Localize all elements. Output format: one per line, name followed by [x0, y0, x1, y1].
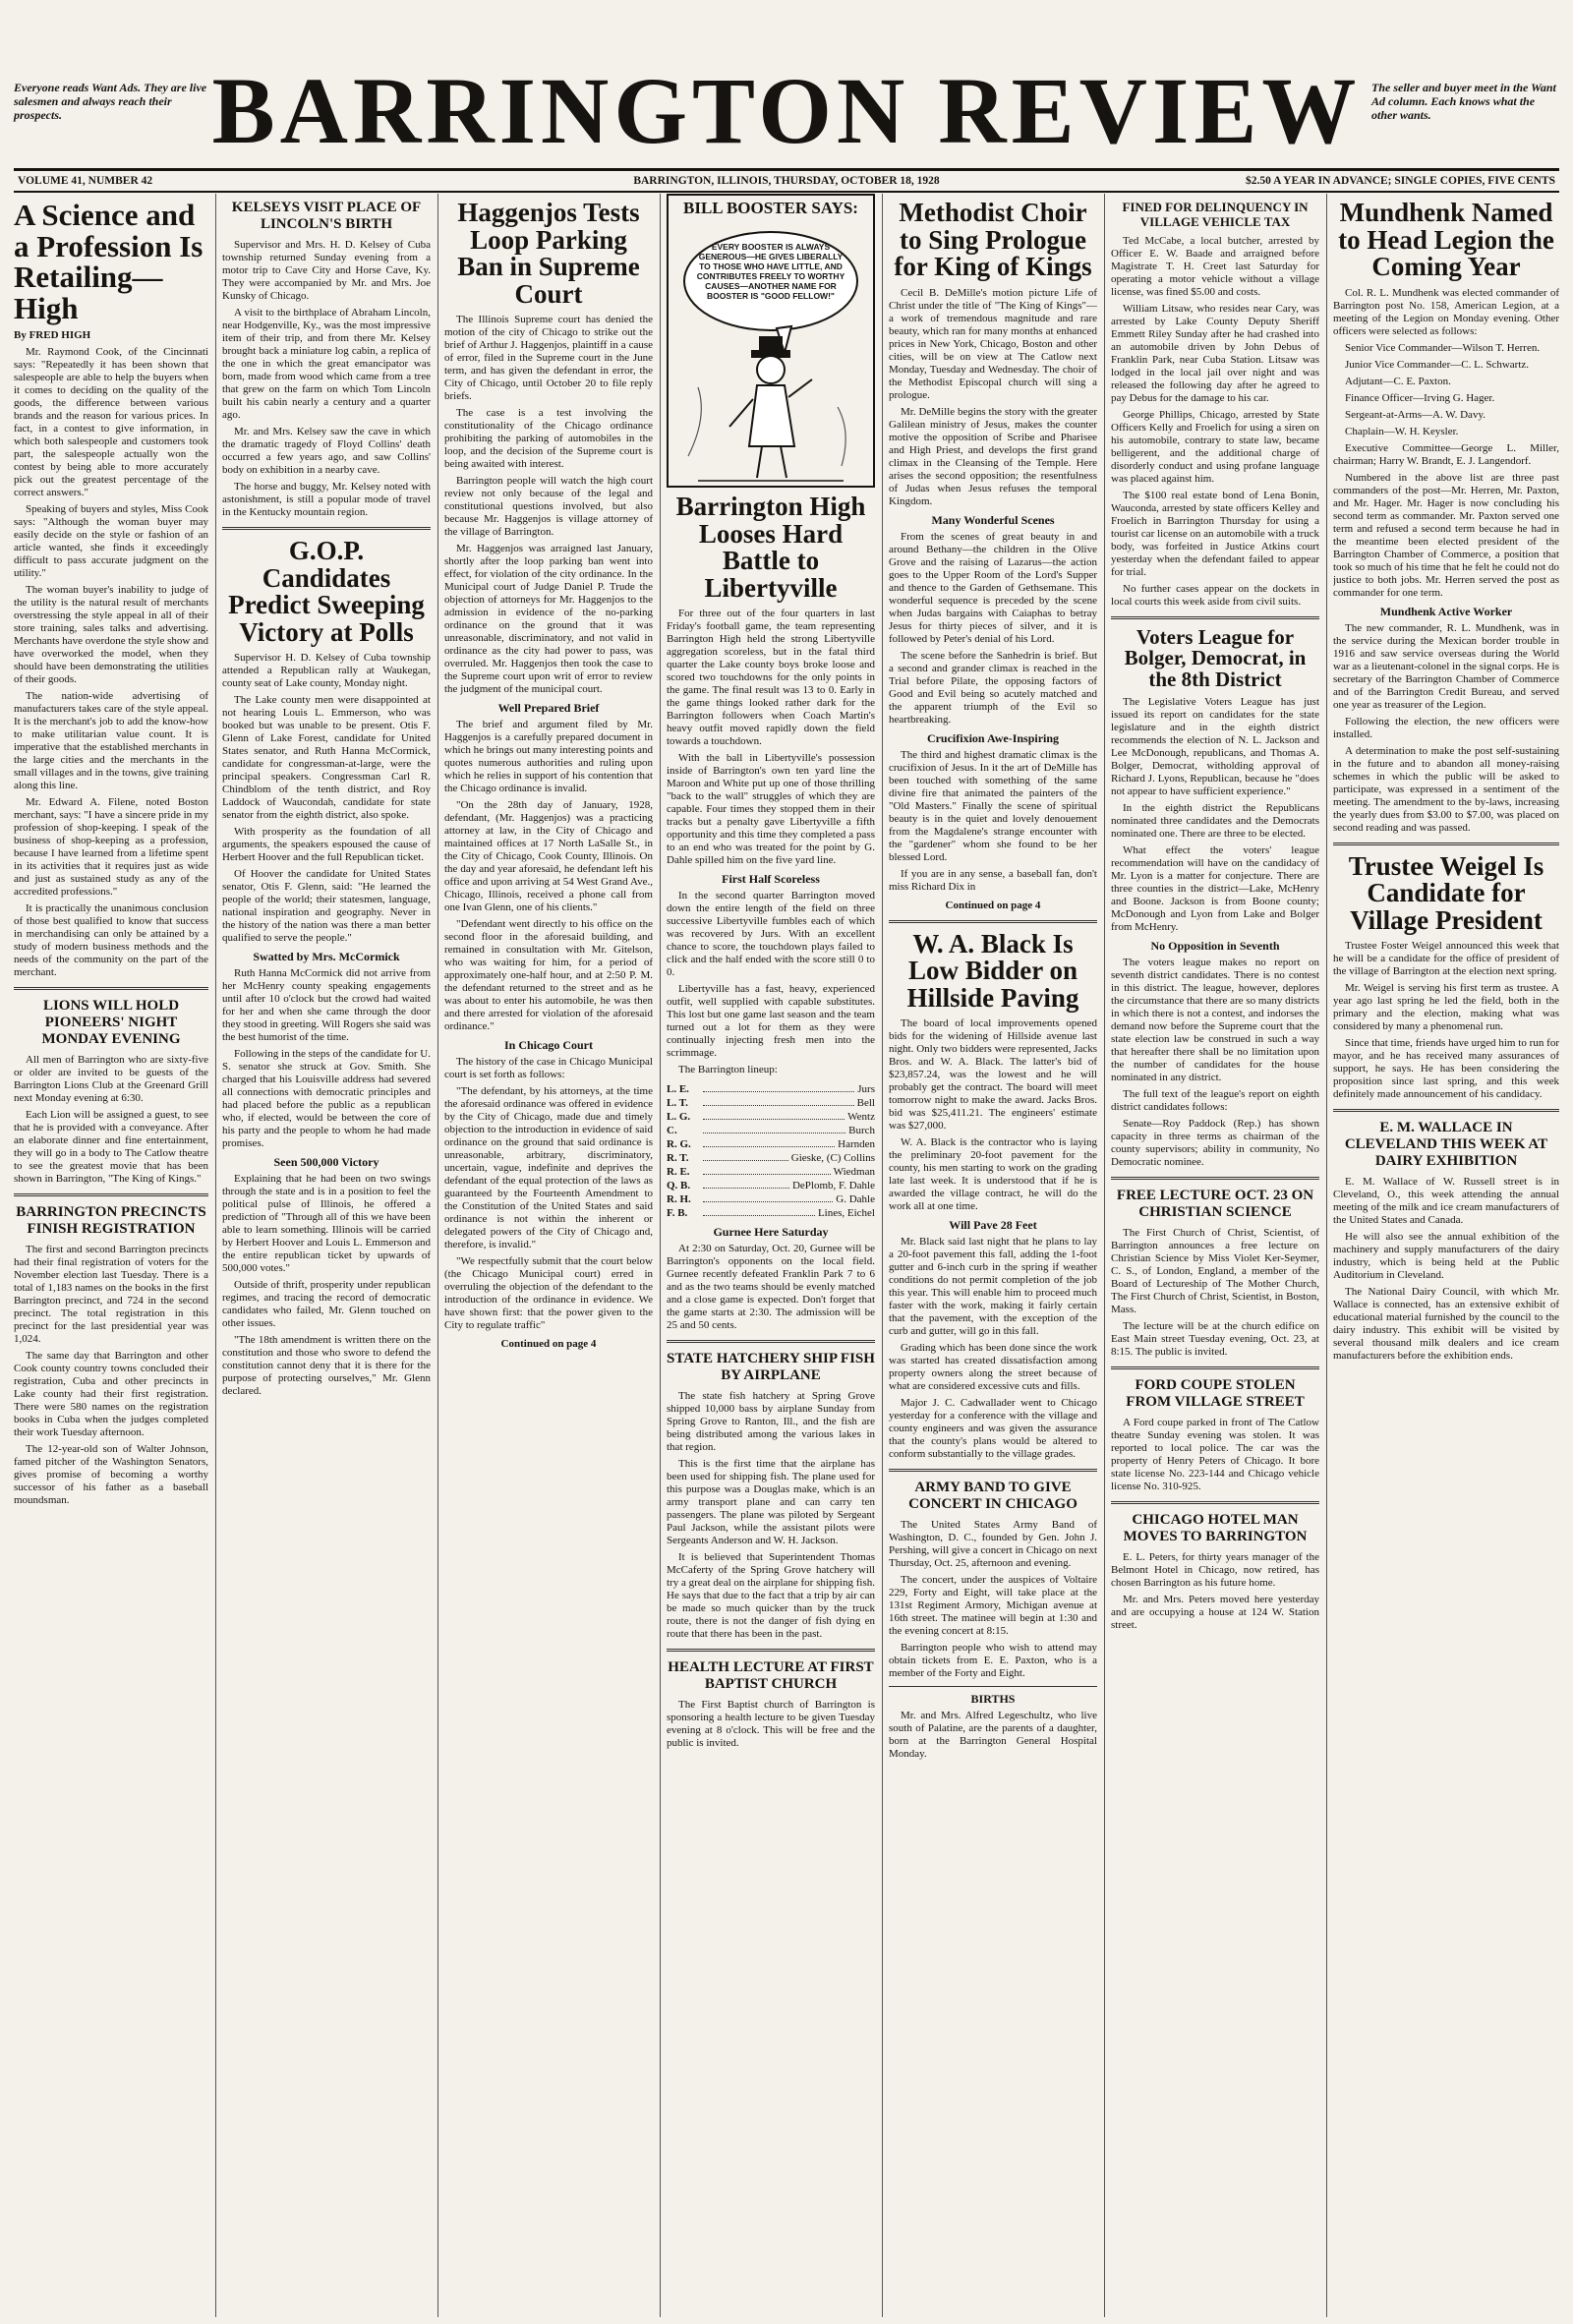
ear-left: Everyone reads Want Ads. They are live salesmen and always reach their prospects.	[14, 81, 207, 122]
headline-health: HEALTH LECTURE AT FIRST BAPTIST CHURCH	[668, 1659, 874, 1693]
article-paragraph: Senior Vice Commander—Wilson T. Herren.	[1345, 341, 1541, 354]
article-paragraph: The same day that Barrington and other Cook county country towns concluded their registration, Cuba and other precincts in Lake county had their first registration. There were 580 names on the registration books in Cuba when the judges completed their work Tuesday afternoon.	[14, 1350, 208, 1439]
article-paragraph: E. L. Peters, for thirty years manager of the Belmont Hotel in Chicago, now retired, has chosen Barrington as his future home.	[1111, 1551, 1319, 1590]
article-paragraph: Following in the steps of the candidate for U. S. senator she struck at Gov. Smith. She charged that his Louisville address had severed all connections with democratic principles and had placed before the public as a republican who, if elected, would be between the core of his party and the people to whom he had made promises.	[222, 1048, 431, 1150]
article-paragraph: In the eighth district the Republicans nominated three candidates and the Democrats nominated one. There are three to be elected.	[1111, 802, 1319, 841]
leader-dots	[703, 1151, 788, 1161]
headline-methodist-choir: Methodist Choir to Sing Prologue for King of Kings	[894, 198, 1092, 282]
article-paragraph: The history of the case in Chicago Municipal court is set forth as follows:	[444, 1056, 653, 1081]
column-4	[667, 194, 875, 2317]
lineup-position: C.	[667, 1125, 677, 1137]
article-paragraph: Outside of thrift, prosperity under republican regimes, and tracing the record of democratic candidates who failed, Mr. Glenn touched on other issues.	[222, 1279, 431, 1330]
lineup-row	[667, 1096, 875, 1110]
article-paragraph: Executive Committee—George L. Miller, chairman; Harry W. Brandt, E. J. Langendorf.	[1333, 441, 1559, 467]
lineup-position: L. E.	[667, 1083, 689, 1096]
article-paragraph: It is believed that Superintendent Thomas McCaferty of the Spring Grove hatchery will try a great deal on the airplane for shipping fish. He says that due to the fact that a trip by air can be made so much quicker than by the truck route, there is not the danger of fish dying en route that there has been in the past.	[667, 1551, 875, 1641]
place-date: BARRINGTON, ILLINOIS, THURSDAY, OCTOBER 18, 1928	[633, 175, 940, 187]
article-paragraph: The case is a test involving the constitutionality of the Chicago ordinance prohibiting the parking of automobiles in the loop, and the decision of the Supreme court is being awaited with interest.	[444, 407, 653, 471]
subhead: Crucifixion Awe-Inspiring	[926, 730, 1060, 745]
article-paragraph: Since that time, friends have urged him to run for mayor, and he has received many assurances of support, he says. He has been considering the proposition since last spring, and this week definitely made announcement of his candidacy.	[1333, 1037, 1559, 1101]
leader-dots	[703, 1124, 845, 1133]
lineup-player: Wiedman	[833, 1166, 875, 1179]
article-paragraph: W. A. Black is the contractor who is laying the preliminary 20-foot pavement for the county, his men starting to work on the grading late last week. It is understood that if he is awarded the village contract, he will do the work all at one time.	[889, 1136, 1097, 1213]
article-paragraph: This is the first time that the airplane has been used for shipping fish. The plane used for this purpose was a Douglas make, which is an army transport plane and can carry ten passengers. The plane was piloted by Sergeant Paul Jackson, while the assistant pilots were Sergeants Anderson and W. H. Jackson.	[667, 1458, 875, 1547]
article-paragraph: The concert, under the auspices of Voltaire 229, Forty and Eight, will take place at the 131st Regiment Armory, Michigan avenue at 16th street. The matinee will begin at 1:30 and the evening concert at 8:15.	[889, 1574, 1097, 1638]
article-paragraph: Ruth Hanna McCormick did not arrive from her McHenry county speaking engagements until after 10 o'clock but the crowd had waited for her and when she came through the door they stood in greeting. Will Rogers she said was the best humorist of the time.	[222, 967, 431, 1044]
subhead: Mundhenk Active Worker	[1379, 604, 1513, 618]
article-paragraph: Mr. and Mrs. Peters moved here yesterday and are occupying a house at 124 W. Station street.	[1111, 1594, 1319, 1632]
column-3	[444, 194, 653, 2317]
article-paragraph: The nation-wide advertising of manufacturers takes care of the style appeal. It is the merchant's job to add the know-how to make utilitarian value count. It is imperative that the established merchants in the large cities and the merchants in the small villages and in the towns, give training along this line.	[14, 690, 208, 792]
subhead: Swatted by Mrs. McCormick	[253, 950, 400, 964]
lineup-row	[667, 1124, 875, 1137]
column-5	[889, 194, 1097, 2317]
article-paragraph: The brief and argument filed by Mr. Haggenjos is a carefully prepared document in which he brings out many interesting points and quotes numerous authorities and ruling upon which he relies in support of his contention that the Chicago ordinance is invalid.	[444, 719, 653, 795]
headline-gop: G.O.P. Candidates Predict Sweeping Victory at Polls	[228, 536, 425, 647]
article-paragraph: Cecil B. DeMille's motion picture Life of Christ under the title of "The King of Kings"—a work of tremendous magnitude and rare beauty, which ran for many months at enhanced prices in New York, Chicago, Boston and other cities, will be on view at The Catlow next Monday, Tuesday and Wednesday. The choir of the Methodist Episcopal church will sing a prologue.	[889, 286, 1097, 401]
headline-haggenjos: Haggenjos Tests Loop Parking Ban in Supreme Court	[457, 198, 640, 309]
article-paragraph: "The 18th amendment is written there on the constitution and those who swore to defend the constitution cannot deny that it is there for the purpose of protecting ourselves," Mr. Glenn declared.	[222, 1334, 431, 1398]
divider	[889, 1686, 1097, 1687]
article-paragraph: Sergeant-at-Arms—A. W. Davy.	[1345, 408, 1486, 421]
article-paragraph: The woman buyer's inability to judge of the utility is the natural result of merchants overstressing the style appeal in all of their store training, sales talks and advertising. Merchants have overdone the style show and have overworked the model, when they should have been demonstrating the utilities of their goods.	[14, 584, 208, 686]
article-paragraph: Each Lion will be assigned a guest, to see that he is provided with a conveyance. After an elaborate dinner and fine entertainment, they will go in a body to The Catlow theatre to see the greatest movie that has been shown in Barrington, "The King of Kings."	[14, 1109, 208, 1186]
article-paragraph: It is practically the unanimous conclusion of those best qualified to know that success in merchandising can only be attained by a study of modern business methods and the needs of the community on the part of the merchant.	[14, 902, 208, 979]
divider	[14, 1193, 208, 1196]
article-paragraph: Mr. Black said last night that he plans to lay a 20-foot pavement this fall, adding the 1-foot gutter and 6-inch curb in the spring if weather conditions do not permit completion of the job this year. This will enable him to proceed much faster with the work, making it fairly certain that the pavement, with the exception of the curb and gutter, will go in this fall.	[889, 1236, 1097, 1338]
column-rule	[882, 194, 883, 2317]
divider	[1333, 842, 1559, 845]
article-paragraph: For three out of the four quarters in last Friday's football game, the team representing Barrington High held the strong Libertyville aggregation scoreless, but in the fatal third quarter the Lake county boys broke loose and scored two touchdowns for the only points in the game. The final result was 13 to 0. Early in the game things looked rather dark for the Barrington followers when Coach Martin's heavy outfit moved rapidly down the field towards a touchdown.	[667, 608, 875, 748]
article-paragraph: Mr. Raymond Cook, of the Cincinnati says: "Repeatedly it has been shown that salespeople are able to help the buyers when it comes to deciding on the quality of the goods, the difference between various brands and the reason for various prices. In fact, in a contest to give information, in which both salespeople and customers took part, the salespeople actually won the contest by being able to more accurately pick out the greatest percentage of the correct answers."	[14, 346, 208, 499]
lineup-position: R. G.	[667, 1138, 691, 1151]
bill-booster-cartoon	[669, 220, 873, 486]
lineup-row	[667, 1137, 875, 1151]
subhead: No Opposition in Seventh	[1150, 939, 1280, 954]
article-paragraph: William Litsaw, who resides near Cary, was arrested by Lake County Deputy Sheriff Emmett Riley Sunday after he had crashed into an automobile driven by John Debus of Franklin Park, near Cuba Station. Litsaw was lodged in the local jail over night and was released the following day after he agreed to pay Debus for the damage to his car.	[1111, 303, 1319, 404]
article-paragraph: Chaplain—W. H. Keysler.	[1345, 425, 1459, 437]
lineup-row	[667, 1110, 875, 1124]
leader-dots	[703, 1179, 789, 1189]
article-paragraph: "We respectfully submit that the court below (the Chicago Municipal court) erred in overruling the objection of the defendant to the introduction of the ordinance in evidence. We have shown first: that the power given to the City to regulate traffic"	[444, 1255, 653, 1332]
article-paragraph: A visit to the birthplace of Abraham Lincoln, near Hodgenville, Ky., was the most impressive item of their trip, and from there Mr. Kelsey brought back a miniature log cabin, a replica of the one in which the great emancipator was born, made from wood which came from a tree that grew on the farm on which Tom Lincoln built his cabin nearly a century and a quarter ago.	[222, 307, 431, 421]
lineup-row	[667, 1179, 875, 1192]
divider	[1333, 1109, 1559, 1112]
article-paragraph: The First Church of Christ, Scientist, of Barrington announces a free lecture on Christian Science by Miss Violet Ker-Seymer, C. S., of London, England, a member of the Board of Lectureship of The Mother Church, The First Church of Christ, Scientist, in Boston, Mass.	[1111, 1227, 1319, 1316]
article-paragraph: Finance Officer—Irving G. Hager.	[1345, 391, 1495, 404]
subhead: Will Pave 28 Feet	[949, 1218, 1037, 1233]
article-paragraph: The first and second Barrington precincts had their final registration of voters for the November election last Tuesday. There is a total of 1,183 names on the books in the first Barrington precinct, and 724 in the second precinct. The total registration in this precinct for the last presidential year was 1,024.	[14, 1244, 208, 1346]
article-paragraph: Major J. C. Cadwallader went to Chicago yesterday for a conference with the village and county engineers and was given the assurance that the county's plans would be altered to conform substantially to the village grades.	[889, 1397, 1097, 1461]
headline-ford-coupe: FORD COUPE STOLEN FROM VILLAGE STREET	[1126, 1377, 1305, 1411]
article-paragraph: The lecture will be at the church edifice on East Main street Tuesday evening, Oct. 23, at 8:15. The public is invited.	[1111, 1320, 1319, 1359]
article-paragraph: He will also see the annual exhibition of the machinery and supply manufacturers of the dairy industry, which is being held at the Public Auditorium in Cleveland.	[1333, 1231, 1559, 1282]
article-paragraph: Senate—Roy Paddock (Rep.) has shown capacity in three terms as chairman of the county supervisors; ability in community, No Democratic nominee.	[1111, 1118, 1319, 1169]
divider	[889, 1469, 1097, 1472]
headline-lions: LIONS WILL HOLD PIONEERS' NIGHT MONDAY EVENING	[41, 998, 181, 1048]
column-2	[222, 194, 431, 2317]
lineup-position: R. H.	[667, 1193, 691, 1206]
divider	[1111, 616, 1319, 619]
column-rule	[660, 194, 661, 2317]
article-paragraph: Mr. and Mrs. Kelsey saw the cave in which the dramatic tragedy of Floyd Collins' death occurred a few years ago, and saw Collins' body on exhibition in a nearby cave.	[222, 426, 431, 476]
lineup-row	[667, 1082, 875, 1096]
article-paragraph: Barrington people will watch the high court review not only because of the legal and constitutional questions involved, but also because Mr. Haggenjos is village attorney of the village of Barrington.	[444, 475, 653, 539]
headline-wallace: E. M. WALLACE IN CLEVELAND THIS WEEK AT DAIRY EXHIBITION	[1344, 1120, 1548, 1170]
article-paragraph: The new commander, R. L. Mundhenk, was in the service during the Mexican border trouble in 1916 and saw service overseas during the World war as a lieutenant-colonel in the signal corps. He is secretary of the Barrington Chamber of Commerce and of the Barrington Credit Bureau, and served one year as treasurer of the Legion.	[1333, 621, 1559, 711]
article-paragraph: The First Baptist church of Barrington is sponsoring a health lecture to be given Tuesday evening at 8 o'clock. This will be free and the public is invited.	[667, 1699, 875, 1750]
article-paragraph: With the ball in Libertyville's possession inside of Barrington's own ten yard line the Maroon and White put up one of those thrilling "back to the wall" struggles of which they are capable. Four times they stopped them in their tracks but a penalty gave Libertyville a fifth opportunity and this time they completed a pass to an end who was treated for the point by G. Dahle spilled him on the five yard line.	[667, 752, 875, 867]
lineup-row	[667, 1206, 875, 1220]
continued-note: Continued on page 4	[945, 899, 1041, 911]
leader-dots	[703, 1192, 833, 1202]
article-paragraph: "The defendant, by his attorneys, at the time the aforesaid ordinance was offered in evidence by the City of Chicago, made due and timely objection to the introduction in evidence of said ordinance on the ground that said ordinance is unreasonable, arbitrary, discriminatory, uncertain, vague, indefinite and deprives the defendant of the equal protection of the laws as guaranteed by the Fourteenth Amendment to the Constitution of the United States and said ordinance is not within the inherent or delegated powers of the City of Chicago and, therefore, is invalid."	[444, 1085, 653, 1251]
headline-army-band: ARMY BAND TO GIVE CONCERT IN CHICAGO	[908, 1480, 1078, 1513]
booster-heading: BILL BOOSTER SAYS:	[683, 199, 858, 217]
article-paragraph: Ted McCabe, a local butcher, arrested by Officer E. W. Baade and arraigned before Magistrate T. H. Creet last Saturday for operating a motor vehicle without a village license, was fined $5.00 and costs.	[1111, 235, 1319, 298]
article-paragraph: The Legislative Voters League has just issued its report on candidates for the state legislature and in the eighth district recommends the election of N. L. Jackson and Lee McDonough, republicans, and Thomas A. Bolger, Democrat, witholding approval of Richard J. Lyons, Republican, because he "does not appear to have sufficient experience."	[1111, 696, 1319, 798]
lineup-position: R. E.	[667, 1166, 690, 1179]
ear-right: The seller and buyer meet in the Want Ad column. Each knows what the other wants.	[1371, 81, 1556, 122]
byline: By FRED HIGH	[14, 329, 91, 342]
article-paragraph: Mr. Weigel is serving his first term as trustee. A year ago last spring he led the field, both in the primary and the election, making what was considered by many a phenomenal run.	[1333, 982, 1559, 1033]
article-paragraph: Of Hoover the candidate for United States senator, Otis F. Glenn, said: "He learned the people of the world; their statesmen, language, national inspiration and geography. Never in the history of the nation was there a man better qualified to serve the people."	[222, 868, 431, 945]
article-paragraph: All men of Barrington who are sixty-five or older are invited to be guests of the Barrington Lions Club at the Greenard Grill next Monday evening at 6:30.	[14, 1054, 208, 1105]
speech-bubble-text: EVERY BOOSTER IS ALWAYS GENEROUS—HE GIVES LIBERALLY TO THOSE WHO HAVE LITTLE, AND CONTRIBUTES FREELY TO WORTHY CAUSES—ANOTHER NAME FOR BOOSTER IS "GOOD FELLOW!"	[696, 242, 845, 301]
article-paragraph: The board of local improvements opened bids for the widening of Hillside avenue last night. Only two bidders were represented, Jacks Bros. and W. A. Black. The latter's bid of $23,857.24, was the lowest and he will probably get the contract. The board will meet tomorrow night to make the award. Jacks Bros. bid was $25,411.21. The engineers' estimate was $27,000.	[889, 1017, 1097, 1133]
article-paragraph: Speaking of buyers and styles, Miss Cook says: "Although the woman buyer may easily decide on the style or fashion of an article wanted, she finds it exceedingly difficult to pass accurate judgment on the utility."	[14, 503, 208, 580]
column-rule	[1326, 194, 1327, 2317]
leader-dots	[703, 1165, 831, 1175]
article-paragraph: The voters league makes no report on seventh district candidates. There is no contest in this district. The league, however, deplores the circumstance that there are so many districts in which there is not a contest, and indorses the demand now before the Supreme court that the state election law be construed in such a way that hereafter there shall be no limitation upon the number of candidates for the house nominated in any district.	[1111, 957, 1319, 1084]
article-paragraph: Numbered in the above list are three past commanders of the post—Mr. Herren, Mr. Paxton, and Mr. Hager. Mr. Hager is now concluding his second term as commander. Mr. Paxton served one term and refused a second term because he had in the meantime been elected president of the Barrington Chamber of Commerce, a position that took so much of his time that he felt he could not do justice to both jobs. Mr. Herren served the post as commander for one term.	[1333, 471, 1559, 599]
lineup-position: L. G.	[667, 1111, 691, 1124]
lineup-player: Wentz	[847, 1111, 875, 1124]
article-paragraph: A determination to make the post self-sustaining in the future and to abandon all money-raising schemes in which the public will be asked to participate, was expressed in a sentiment of the meeting. The amendment to the by-laws, increasing the yearly dues from $3.00 to $7.00, was placed on second reading and was passed.	[1333, 744, 1559, 834]
article-paragraph: Mr. DeMille begins the story with the greater Galilean ministry of Jesus, makes the counter motive the opposition of Scribe and Pharisee and High Priest, and develops the first grand climax in the Cleansing of the Temple. Here arises the second opposition; the resentfulness of Judas when Jesus refuses the temporal Kingdom.	[889, 405, 1097, 507]
divider	[1111, 1366, 1319, 1369]
leader-dots	[703, 1096, 854, 1106]
column-6	[1111, 194, 1319, 2317]
article-paragraph: E. M. Wallace of W. Russell street is in Cleveland, O., this week attending the annual meeting of the milk and ice cream manufacturers of the United States and Canada.	[1333, 1176, 1559, 1227]
leader-dots	[703, 1110, 845, 1120]
divider	[222, 527, 431, 530]
headline-precincts: BARRINGTON PRECINCTS FINISH REGISTRATION	[16, 1204, 206, 1238]
lineup-player: Burch	[848, 1125, 875, 1137]
leader-dots	[703, 1137, 835, 1147]
article-paragraph: Junior Vice Commander—C. L. Schwartz.	[1345, 358, 1530, 371]
article-paragraph: "Defendant went directly to his office on the second floor in the aforesaid building, and remained in consultation with Mr. Gitelson, who was waiting for him, for a period of approximately one-half hour, and at 2:50 P. M. the defendant returned to the street and as he was about to enter his automobile, he was then and there arrested for violation of the aforesaid ordinance."	[444, 918, 653, 1033]
lineup-position: Q. B.	[667, 1180, 691, 1192]
article-paragraph: The 12-year-old son of Walter Johnson, famed pitcher of the Washington Senators, gives promise of becoming a worthy successor of his father as a baseball moundsman.	[14, 1443, 208, 1507]
lineup-player: Gieske, (C) Collins	[790, 1152, 875, 1165]
article-paragraph: What effect the voters' league recommendation will have on the candidacy of Mr. Lyon is a matter for conjecture. There are three counties in the district—Lake, McHenry and Boone. Jackson is from Boone county; McDonough and Lyon from Lake and Bolger from McHenry.	[1111, 844, 1319, 934]
article-paragraph: The state fish hatchery at Spring Grove shipped 10,000 bass by airplane Sunday from Spring Grove to Ranton, Ill., and the fish are being distributed among the various lakes in that region.	[667, 1390, 875, 1454]
subhead: Well Prepared Brief	[497, 701, 600, 716]
lineup-position: R. T.	[667, 1152, 689, 1165]
column-7	[1333, 194, 1559, 2317]
subhead: First Half Scoreless	[722, 872, 820, 887]
subhead: Gurnee Here Saturday	[713, 1225, 829, 1240]
column-rule	[437, 194, 438, 2317]
headline-weigel: Trustee Weigel Is Candidate for Village President	[1348, 850, 1544, 935]
article-paragraph: Following the election, the new officers were installed.	[1333, 715, 1559, 740]
lineup-player: G. Dahle	[836, 1193, 875, 1206]
lineup-row	[667, 1151, 875, 1165]
article-paragraph: "On the 28th day of January, 1928, defendant, (Mr. Haggenjos) was a practicing attorney at law, in the City of Chicago and maintained offices at 17 North LaSalle St., in the City of Chicago, Cook County, Illinois. On the day and year aforesaid, he defendant left his office and upon arriving at 54 West Grand Ave., Chicago, Illinois, received a phone call from one Ivan Glenn, one of his clients."	[444, 799, 653, 914]
masthead: BARRINGTON REVIEW	[211, 58, 1362, 163]
article-paragraph: Grading which has been done since the work was started has created dissatisfaction among property owners along the street because of what are considered excessive cuts and fills.	[889, 1342, 1097, 1393]
divider	[889, 920, 1097, 923]
article-paragraph: Supervisor H. D. Kelsey of Cuba township attended a Republican rally at Waukegan, county seat of Lake county, Monday night.	[222, 652, 431, 690]
lineup-position: F. B.	[667, 1207, 688, 1220]
article-paragraph: Explaining that he had been on two swings through the state and is in a position to feel the political pulse of Illinois, he offered a prediction of "Through all of this we have been able to learn something. Illinois will be carried by Herbert Hoover and Louis L. Emmerson and the entire republican ticket by upwards of 500,000 votes."	[222, 1173, 431, 1275]
leader-dots	[703, 1206, 815, 1216]
divider	[1111, 1177, 1319, 1180]
article-paragraph: If you are in any sense, a baseball fan, don't miss Richard Dix in	[889, 867, 1097, 893]
column-rule	[215, 194, 216, 2317]
article-paragraph: A Ford coupe parked in front of The Catlow theatre Sunday evening was stolen. It was reported to local police. The car was the property of Henry Peters of Chicago. It bore state license No. 223-144 and Chicago vehicle license No. 310-925.	[1111, 1417, 1319, 1493]
bill-booster-box	[667, 194, 875, 488]
lineup-player: Jurs	[857, 1083, 875, 1096]
article-paragraph: Mr. and Mrs. Alfred Legeschultz, who live south of Palatine, are the parents of a daughter, born at the Barrington General Hospital Monday.	[889, 1710, 1097, 1761]
article-paragraph: At 2:30 on Saturday, Oct. 20, Gurnee will be Barrington's opponents on the local field. Gurnee recently defeated Franklin Park 7 to 6 and as the two teams should be evenly matched and a close game is expected. Don't forget that the game starts at 2:30. The admission will be 25 and 50 cents.	[667, 1243, 875, 1332]
article-paragraph: The Lake county men were disappointed at not hearing Louis L. Emmerson, who was booked but was unable to be present. Otis F. Glenn of Lake Forest, candidate for United States senator, and Ruth Hanna McCormick, candidate for congressman-at-large, were the principal speakers. Congressman Carl R. Chindblom of the tenth district, and Roy Laddock of Waucondah, candidate for state senator from the eighth district, also spoke.	[222, 694, 431, 822]
dateline	[14, 168, 1559, 193]
headline-hatchery: STATE HATCHERY SHIP FISH BY AIRPLANE	[667, 1351, 875, 1384]
article-paragraph: The third and highest dramatic climax is the crucifixion of Jesus. In it the art of DeMille has been touched with something of the same divine fire that animated the painters of the "Old Masters." Finally the scene of spiritual beauty is in the quiet and lovely denouement from the Magdalene's strange encounter with the "gardener" whom she found to be her blessed Lord.	[889, 748, 1097, 863]
leader-dots	[703, 1082, 854, 1092]
lineup-row	[667, 1192, 875, 1206]
article-paragraph: George Phillips, Chicago, arrested by State Officers Kelly and Froelich for using a siren on his automobile, contrary to state law, became belligerent, and the additional charge of disorderly conduct and using profane language was placed against him.	[1111, 409, 1319, 485]
headline-voters-league: Voters League for Bolger, Democrat, in the 8th District	[1124, 625, 1307, 691]
article-paragraph: The Illinois Supreme court has denied the motion of the city of Chicago to strike out the brief of Arthur J. Haggenjos, plaintiff in a cause of error, filed in the Supreme court in the June term, and has given the defendant in error, the City of Chicago, until October 20 to file reply briefs.	[444, 314, 653, 403]
article-paragraph: The National Dairy Council, with which Mr. Wallace is connected, has an extensive exhibit of educational material furnished by the council to the dairy industry. This exhibit will be visited by several thousand milk dealers and ice cream manufacturers before the exhibition ends.	[1333, 1286, 1559, 1363]
headline-black-paving: W. A. Black Is Low Bidder on Hillside Paving	[906, 928, 1079, 1013]
subhead: Many Wonderful Scenes	[931, 512, 1055, 527]
article-paragraph: Libertyville has a fast, heavy, experienced outfit, well supplied with capable substitutes. This lost but one game last season and the team turned out a lot for them as they were continually injecting fresh men into the scrimmage.	[667, 983, 875, 1060]
headline-fined: FINED FOR DELINQUENCY IN VILLAGE VEHICLE TAX	[1122, 200, 1309, 229]
article-paragraph: With prosperity as the foundation of all arguments, the speakers espoused the cause of Herbert Hoover and the full Republican ticket.	[222, 826, 431, 864]
lineup-player: Lines, Eichel	[817, 1207, 875, 1220]
article-paragraph: The horse and buggy, Mr. Kelsey noted with astonishment, is still a popular mode of travel in the Kentucky mountain region.	[222, 481, 431, 518]
divider	[667, 1649, 875, 1652]
headline-christian-science: FREE LECTURE OCT. 23 ON CHRISTIAN SCIENCE	[1116, 1188, 1314, 1221]
article-paragraph: The full text of the league's report on eighth district candidates follows:	[1111, 1088, 1319, 1114]
subhead: Seen 500,000 Victory	[273, 1155, 379, 1170]
article-paragraph: Supervisor and Mrs. H. D. Kelsey of Cuba township returned Sunday evening from a motor trip to Cave City and Horse Cave, Ky. They were accompanied by Mr. and Mrs. Joe Kunsky of Chicago.	[222, 239, 431, 302]
lineup-row	[667, 1165, 875, 1179]
lineup-player: Harnden	[838, 1138, 875, 1151]
subhead-births: BIRTHS	[970, 1692, 1016, 1707]
headline-hotel-man: CHICAGO HOTEL MAN MOVES TO BARRINGTON	[1123, 1512, 1308, 1545]
article-paragraph: No further cases appear on the dockets in local courts this week aside from civil suits.	[1111, 583, 1319, 608]
lineup-player: DePlomb, F. Dahle	[791, 1180, 875, 1192]
divider	[1111, 1501, 1319, 1504]
price-line: $2.50 A YEAR IN ADVANCE; SINGLE COPIES, FIVE CENTS	[1245, 175, 1555, 187]
headline-football: Barrington High Looses Hard Battle to Libertyville	[675, 492, 866, 603]
headline-kelseys: KELSEYS VISIT PLACE OF LINCOLN'S BIRTH	[231, 200, 422, 232]
continued-note: Continued on page 4	[500, 1338, 597, 1351]
column-rule	[1104, 194, 1105, 2317]
lineup-player: Bell	[856, 1097, 875, 1110]
lineup-heading: The Barrington lineup:	[678, 1064, 778, 1076]
divider	[667, 1340, 875, 1343]
article-paragraph: The scene before the Sanhedrin is brief. But a second and grander climax is reached in the Trial before Pilate, the opposing factors of Good and Evil being so acutely matched and the apparent triumph of the Evil so heartbreaking.	[889, 649, 1097, 726]
column-1	[14, 194, 208, 2317]
article-paragraph: Barrington people who wish to attend may obtain tickets from E. E. Paxton, who is a member of the Forty and Eight.	[889, 1642, 1097, 1680]
volume-number: VOLUME 41, NUMBER 42	[18, 175, 153, 187]
article-paragraph: Trustee Foster Weigel announced this week that he will be a candidate for the office of president of the village of Barrington at the election next spring.	[1333, 940, 1559, 978]
article-paragraph: Mr. Haggenjos was arraigned last January, shortly after the loop parking ban went into effect, for violation of the city ordinance. In the Municipal court of Judge Daniel P. Trude the objection of attorneys for Mr. Haggenjos to the admission in evidence of the no-parking ordinance on the ground that it was unreasonable, discriminatory, and not valid in ordinance as the city had power to pass, was overruled. Mr. Haggenjos then took the case to the Supreme court upon writ of error to review the judgment of the municipal court.	[444, 543, 653, 696]
article-paragraph: From the scenes of great beauty in and around Bethany—the children in the Olive Grove and the raising of Lazarus—the action goes to the Upper Room of the Lord's Supper and thence to the Garden of Gethsemane. This wonderful sequence is preceded by the scene when Judas bargains with Caiaphas to betray Jesus for thirty pieces of silver, and it is followed by Peter's denial of his Lord.	[889, 530, 1097, 645]
headline-science-profession: A Science and a Profession Is Retailing—High	[14, 198, 204, 325]
article-paragraph: Adjutant—C. E. Paxton.	[1345, 375, 1451, 387]
lineup-table	[667, 1082, 875, 1220]
article-paragraph: Col. R. L. Mundhenk was elected commander of Barrington post No. 158, American Legion, at a meeting of the Legion on Monday evening. Other officers were selected as follows:	[1333, 286, 1559, 337]
article-paragraph: The $100 real estate bond of Lena Bonin, Wauconda, arrested by state officers Kelley and Froelich in Barrington Thursday for using a tourist car license on an automobile with a truck body, was forfeited in Justice Atkins court yesterday when the defendant failed to appear for trial.	[1111, 490, 1319, 578]
article-paragraph: The United States Army Band of Washington, D. C., founded by Gen. John J. Pershing, will give a concert in Chicago on next Thursday, Oct. 25, afternoon and evening.	[889, 1519, 1097, 1570]
headline-mundhenk: Mundhenk Named to Head Legion the Coming Year	[1338, 198, 1554, 282]
subhead: In Chicago Court	[503, 1038, 593, 1053]
divider	[14, 987, 208, 990]
article-paragraph: Mr. Edward A. Filene, noted Boston merchant, says: "I have a sincere pride in my profession of shop-keeping. I speak of the business of shop-keeping as a profession, because I have learned from a lifetime spent in its activities that it requires just as wide and just as sustained study as any of the accredited professions."	[14, 796, 208, 899]
lineup-position: L. T.	[667, 1097, 688, 1110]
article-paragraph: In the second quarter Barrington moved down the entire length of the field on three successive Libertyville fumbles each of which was recovered by Jurs. With an excellent chance to score, the touchdown plays failed to click and the half ended with the score still 0 to 0.	[667, 890, 875, 979]
